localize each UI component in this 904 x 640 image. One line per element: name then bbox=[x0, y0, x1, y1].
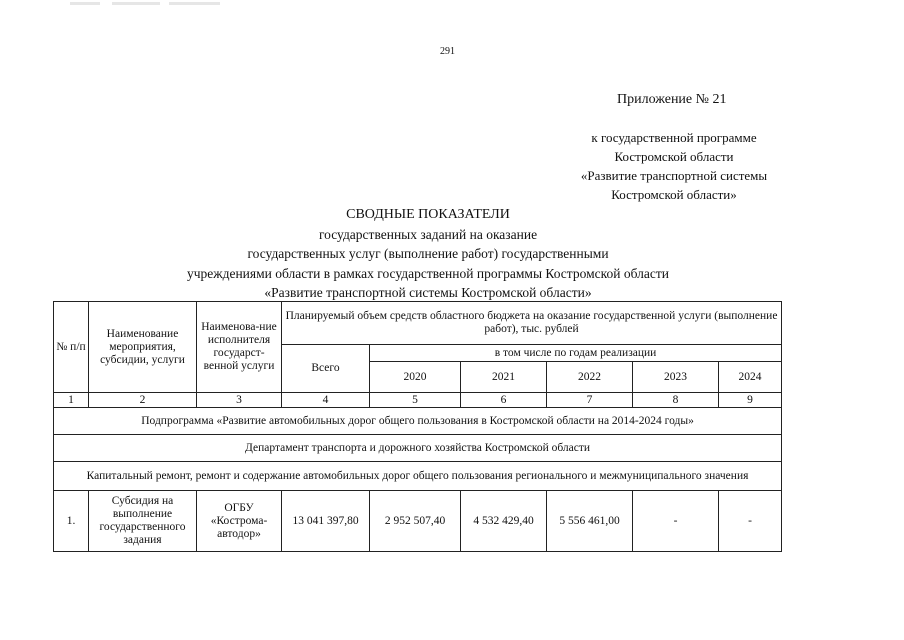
header-total: Всего bbox=[282, 345, 370, 393]
row-value-2024: - bbox=[719, 491, 782, 552]
row-value-2023: - bbox=[633, 491, 719, 552]
row-event-name: Субсидия на выполнение государственного задания bbox=[89, 491, 197, 552]
table-row bbox=[54, 491, 782, 552]
header-year-2020: 2020 bbox=[370, 362, 461, 393]
header-planned-volume: Планируемый объем средств областного бюджета на оказание государственной услуги (выполнение работ), тыс. рублей bbox=[282, 302, 782, 345]
appendix-line: «Развитие транспортной системы bbox=[580, 168, 768, 183]
row-value-2020: 2 952 507,40 bbox=[370, 491, 461, 552]
subprogram-title: Подпрограмма «Развитие автомобильных дорог общего пользования в Костромской области на 2014-2024 годы» bbox=[54, 408, 782, 435]
document-title: СВОДНЫЕ ПОКАЗАТЕЛИ bbox=[346, 207, 510, 222]
column-number: 7 bbox=[547, 393, 633, 408]
column-number: 2 bbox=[89, 393, 197, 408]
column-number: 1 bbox=[54, 393, 89, 408]
column-number: 4 bbox=[282, 393, 370, 408]
header-year-2021: 2021 bbox=[461, 362, 547, 393]
appendix-line: Костромской области bbox=[614, 149, 734, 164]
heading-line: государственных услуг (выполнение работ) государственными bbox=[247, 246, 609, 261]
scan-artifact bbox=[70, 2, 220, 5]
indicators-table bbox=[53, 301, 782, 552]
document-heading bbox=[90, 205, 766, 303]
heading-line: «Развитие транспортной системы Костромской области» bbox=[264, 285, 592, 300]
appendix-title: Приложение № 21 bbox=[617, 92, 727, 107]
subprogram-row bbox=[54, 408, 782, 435]
row-value-2022: 5 556 461,00 bbox=[547, 491, 633, 552]
appendix-line: Костромской области» bbox=[611, 187, 737, 202]
header-num: № п/п bbox=[54, 302, 89, 393]
heading-line: государственных заданий на оказание bbox=[318, 226, 538, 242]
activity-title: Капитальный ремонт, ремонт и содержание автомобильных дорог общего пользования регионального и межмуниципального значения bbox=[54, 462, 782, 491]
appendix-line: к государственной программе bbox=[591, 130, 757, 145]
column-number-row bbox=[54, 393, 782, 408]
department-title: Департамент транспорта и дорожного хозяйства Костромской области bbox=[54, 435, 782, 462]
header-year-2023: 2023 bbox=[633, 362, 719, 393]
header-year-2022: 2022 bbox=[547, 362, 633, 393]
page-number: 291 bbox=[440, 46, 455, 57]
header-executor: Наименова-ние исполнителя государст-венной услуги bbox=[197, 302, 282, 393]
department-row bbox=[54, 435, 782, 462]
activity-row bbox=[54, 462, 782, 491]
appendix-reference bbox=[558, 128, 790, 204]
column-number: 3 bbox=[197, 393, 282, 408]
header-row bbox=[54, 302, 782, 345]
row-total: 13 041 397,80 bbox=[282, 491, 370, 552]
header-year-2024: 2024 bbox=[719, 362, 782, 393]
heading-line: учреждениями области в рамках государственной программы Костромской области bbox=[186, 265, 669, 281]
header-event-name: Наименование мероприятия, субсидии, услуги bbox=[89, 302, 197, 393]
header-by-years: в том числе по годам реализации bbox=[370, 345, 782, 362]
row-value-2021: 4 532 429,40 bbox=[461, 491, 547, 552]
column-number: 8 bbox=[633, 393, 719, 408]
column-number: 5 bbox=[370, 393, 461, 408]
column-number: 9 bbox=[719, 393, 782, 408]
column-number: 6 bbox=[461, 393, 547, 408]
row-number: 1. bbox=[54, 491, 89, 552]
row-executor: ОГБУ «Кострома-автодор» bbox=[197, 491, 282, 552]
